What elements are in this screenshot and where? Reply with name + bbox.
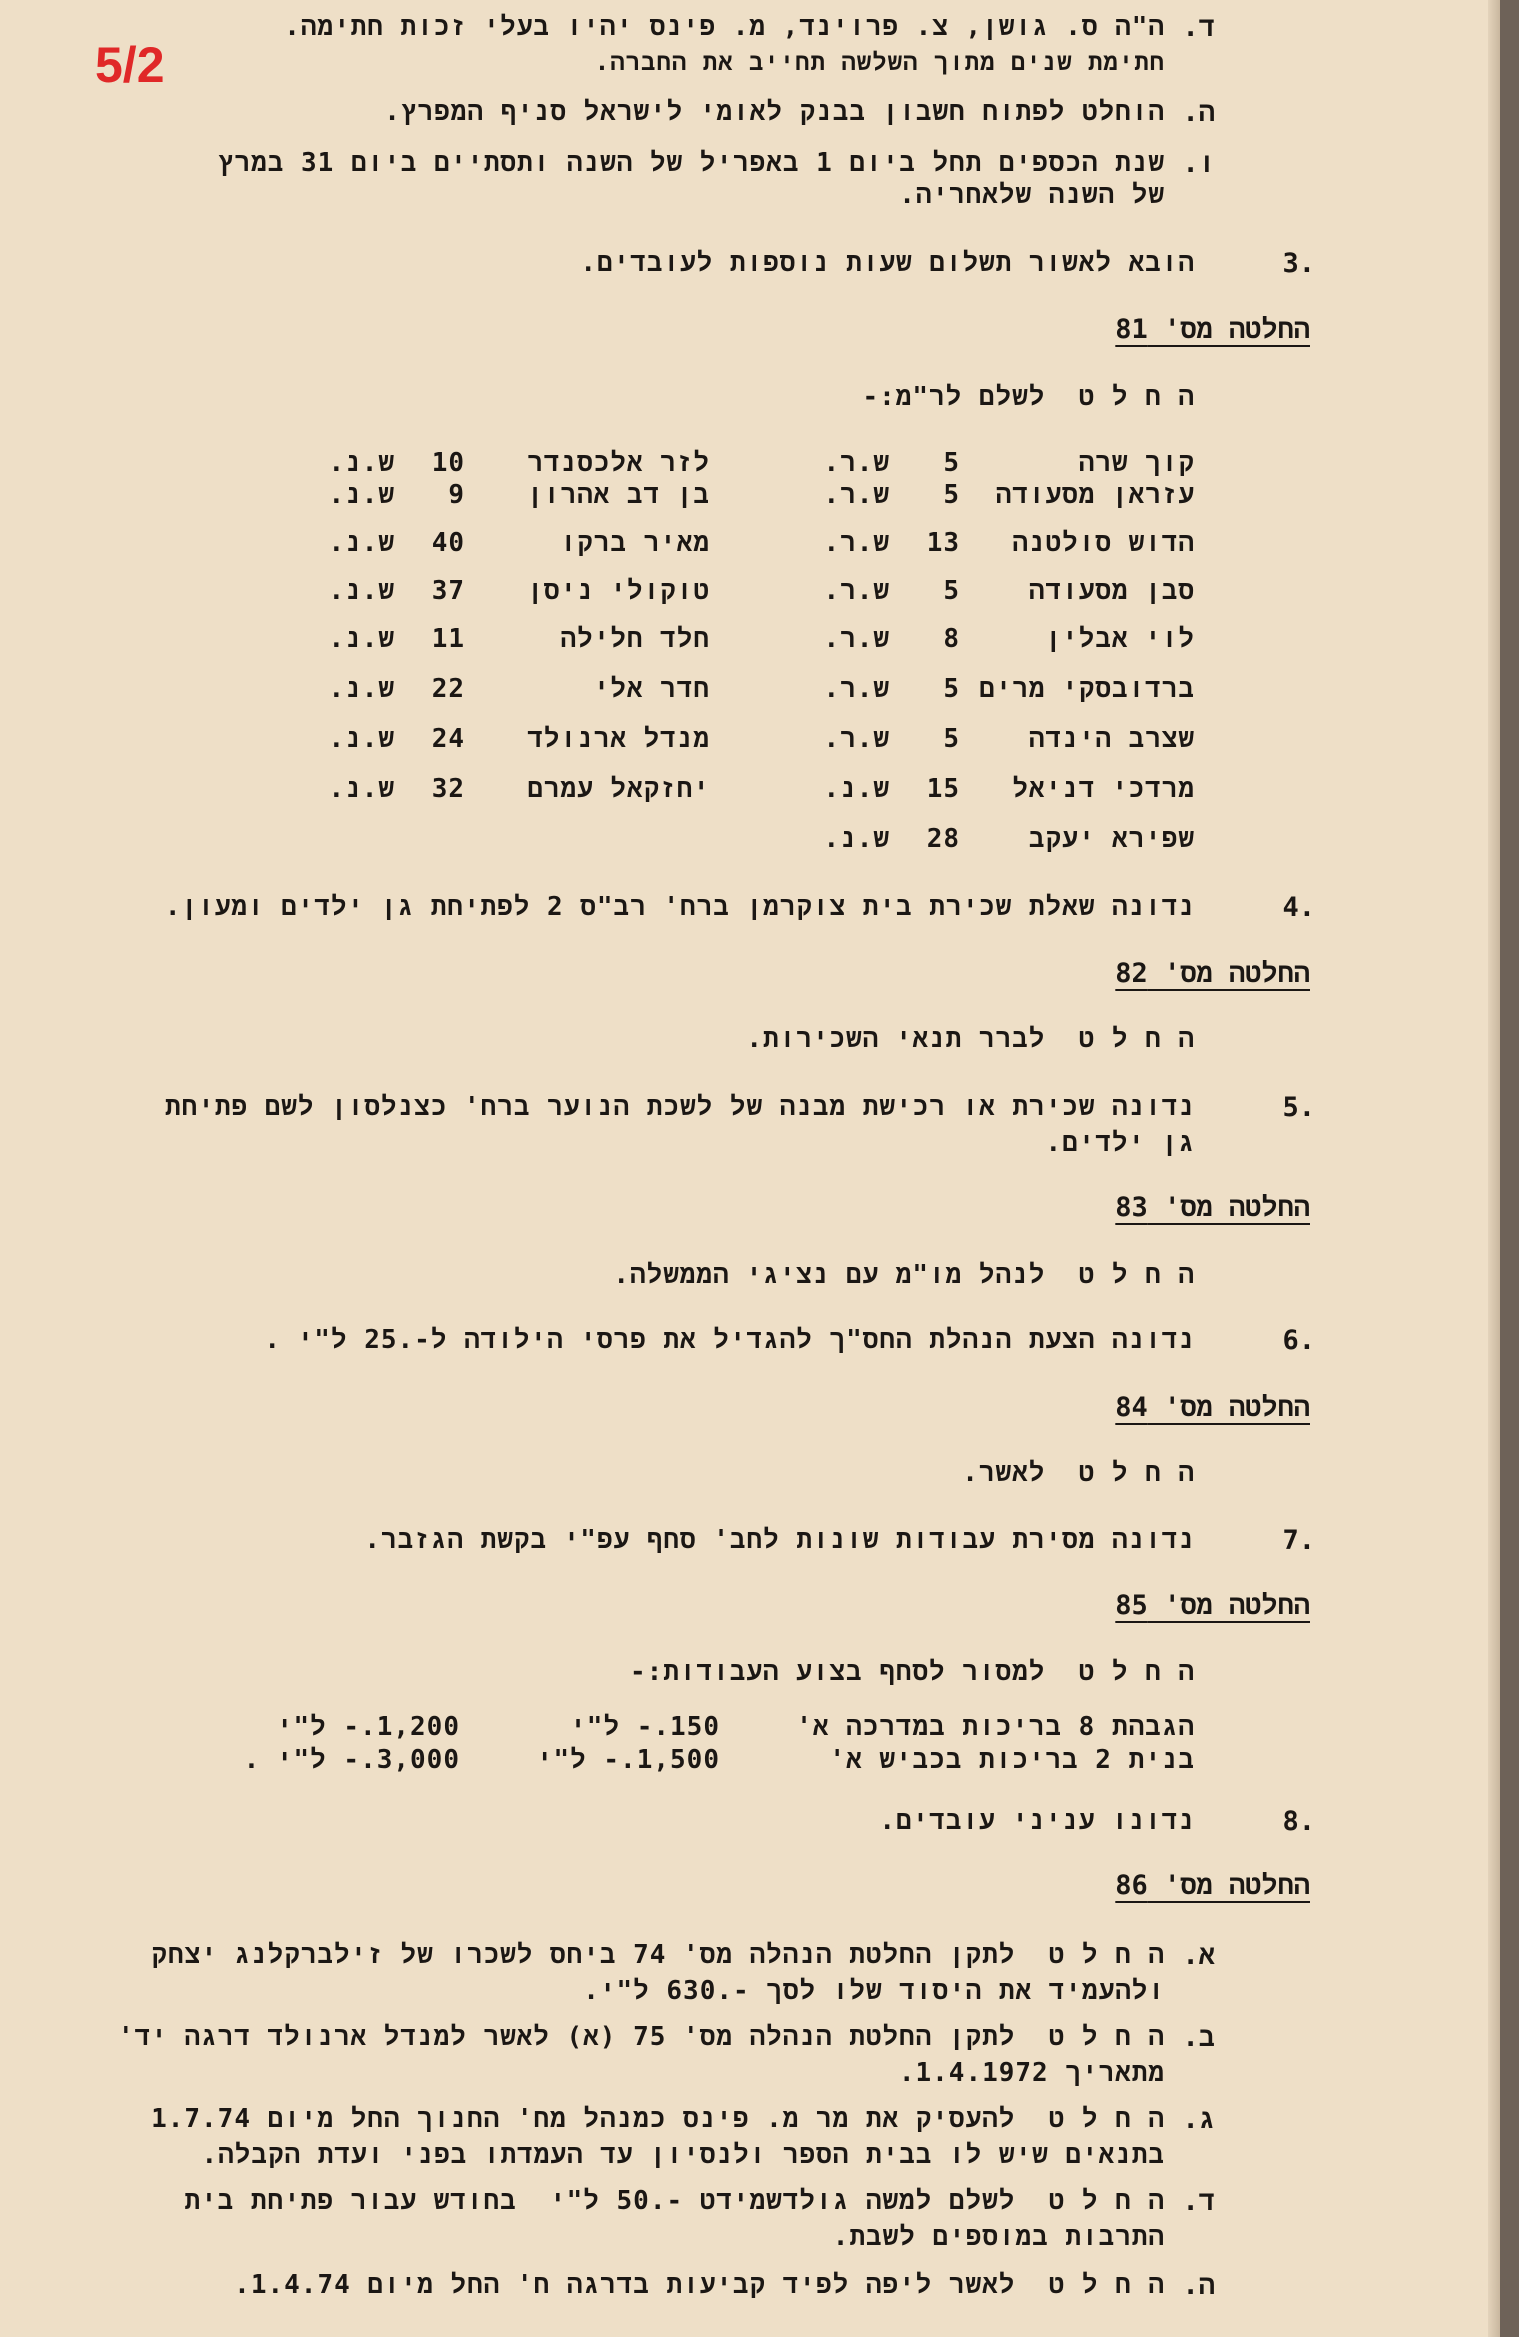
- work-description: בנית 2 בריכות בכביש א': [829, 1745, 1195, 1775]
- item-marker: ב.: [1182, 2022, 1215, 2053]
- payee-unit: ש.ר.: [823, 624, 890, 654]
- payee-name: סבן מסעודה: [1028, 576, 1195, 606]
- text-line: נדונה שכירת או רכישת מבנה של לשכת הנוער ברח' כצנלסון לשם פתיחת: [165, 1092, 1195, 1122]
- text-line: הוחלט לפתוח חשבון בבנק לאומי לישראל סניף המפרץ.: [384, 97, 1165, 127]
- item-marker: .5: [1282, 1092, 1315, 1123]
- payee-amount: 5: [943, 448, 960, 478]
- work-description: הגבהת 8 בריכות במדרכה א': [796, 1712, 1195, 1742]
- text-line: חתימת שנים מתוך השלשה תחייב את החברה.: [594, 48, 1165, 76]
- text-line: ה ח ל ט לתקן החלטת הנהלה מס' 75 (א) לאשר למנדל ארנולד דרגה יד': [117, 2022, 1165, 2052]
- payee-name: בן דב אהרון: [527, 480, 710, 510]
- payee-unit: ש.ר.: [823, 480, 890, 510]
- text-line: שנת הכספים תחל ביום 1 באפריל של השנה ותסתיים ביום 31 במרץ: [217, 148, 1165, 178]
- payee-unit: ש.ר.: [823, 674, 890, 704]
- item-marker: .6: [1282, 1325, 1315, 1356]
- item-marker: .8: [1282, 1806, 1315, 1837]
- payee-name: עזראן מסעודה: [995, 480, 1195, 510]
- payee-unit: ש.נ.: [328, 480, 395, 510]
- text-line: ה"ה ס. גושן, צ. פרוינד, מ. פינס יהיו בעלי זכות חתימה.: [284, 12, 1165, 42]
- payee-amount: 28: [926, 824, 960, 854]
- work-total: 1,200.- ל"י: [276, 1712, 460, 1742]
- text-line: ה ח ל ט לתקן החלטת הנהלה מס' 74 ביחס לשכרו של זילברקלנג יצחק: [151, 1940, 1165, 1970]
- payee-amount: 32: [431, 774, 465, 804]
- decision-text: ה ח ל ט לברר תנאי השכירות.: [746, 1024, 1195, 1054]
- payee-name: הדוש סולטנה: [1012, 528, 1195, 558]
- text-line: מתאריך 1.4.1972.: [898, 2058, 1165, 2088]
- payee-amount: 24: [431, 724, 465, 754]
- item-marker: א.: [1182, 1940, 1215, 1971]
- payee-unit: ש.נ.: [328, 576, 395, 606]
- item-marker: ד.: [1182, 2186, 1215, 2217]
- decision-heading: החלטה מס' 86: [1115, 1870, 1310, 1901]
- payee-unit: ש.ר.: [823, 724, 890, 754]
- payee-name: לוי אבלין: [1045, 624, 1195, 654]
- item-marker: ה.: [1182, 97, 1215, 128]
- payee-amount: 9: [448, 480, 465, 510]
- text-line: נדונה מסירת עבודות שונות לחב' סחף עפ"י בקשת הגזבר.: [364, 1525, 1195, 1555]
- work-unit-price: 150.- ל"י: [570, 1712, 720, 1742]
- payee-amount: 5: [943, 576, 960, 606]
- text-line: נדונו עניני עובדים.: [879, 1806, 1195, 1836]
- text-line: הובא לאשור תשלום שעות נוספות לעובדים.: [580, 248, 1195, 278]
- decision-heading: החלטה מס' 85: [1115, 1590, 1310, 1621]
- text-line: ה ח ל ט לאשר ליפה לפיד קביעות בדרגה ח' החל מיום 1.4.74.: [234, 2270, 1165, 2300]
- text-line: ה ח ל ט לשלם למשה גולדשמידט -.50 ל"י בחודש עבור פתיחת בית: [184, 2186, 1165, 2216]
- payee-name: מנדל ארנולד: [527, 724, 710, 754]
- payee-unit: ש.נ.: [823, 824, 890, 854]
- payee-amount: 22: [431, 674, 465, 704]
- payee-unit: ש.ר.: [823, 448, 890, 478]
- payee-amount: 5: [943, 724, 960, 754]
- text-line: נדונה שאלת שכירת בית צוקרמן ברח' רב"ס 2 לפתיחת גן ילדים ומעון.: [164, 892, 1195, 922]
- page-label: 5/2: [95, 37, 165, 93]
- work-unit-price: 1,500.- ל"י: [536, 1745, 720, 1775]
- text-line: ולהעמיד את היסוד שלו לסך -.630 ל"י.: [583, 1976, 1165, 2006]
- text-line: גן ילדים.: [1045, 1128, 1195, 1158]
- item-marker: .4: [1282, 892, 1315, 923]
- payee-name: מאיר ברקו: [560, 528, 710, 558]
- item-marker: ו.: [1182, 148, 1215, 179]
- decision-heading: החלטה מס' 83: [1115, 1192, 1310, 1223]
- work-total: 3,000.- ל"י .: [243, 1745, 460, 1775]
- payee-unit: ש.נ.: [328, 448, 395, 478]
- payee-unit: ש.ר.: [823, 528, 890, 558]
- text-line: נדונה הצעת הנהלת החס"ך להגדיל את פרסי הילודה ל-.25 ל"י .: [264, 1325, 1195, 1355]
- payee-amount: 8: [943, 624, 960, 654]
- payee-unit: ש.נ.: [328, 774, 395, 804]
- payee-amount: 5: [943, 480, 960, 510]
- item-marker: ג.: [1182, 2104, 1215, 2135]
- payee-name: טוקולי ניסן: [527, 576, 710, 606]
- payee-unit: ש.נ.: [328, 674, 395, 704]
- text-line: בתנאים שיש לו בבית הספר ולנסיון עד העמדתו בפני ועדת הקבלה.: [201, 2140, 1165, 2170]
- payee-name: לזר אלכסנדר: [527, 448, 710, 478]
- decision-heading: החלטה מס' 84: [1115, 1392, 1310, 1423]
- item-marker: ד.: [1182, 12, 1215, 43]
- payee-name: חדר אלי: [593, 674, 710, 704]
- decision-text: ה ח ל ט לשלם לר"מ:-: [862, 382, 1195, 412]
- payee-unit: ש.נ.: [328, 724, 395, 754]
- decision-heading: החלטה מס' 81: [1115, 314, 1310, 345]
- payee-amount: 13: [926, 528, 960, 558]
- payee-amount: 11: [431, 624, 465, 654]
- decision-heading: החלטה מס' 82: [1115, 958, 1310, 989]
- payee-amount: 5: [943, 674, 960, 704]
- payee-name: שצרב הינדה: [1028, 724, 1195, 754]
- payee-name: חלד חלילה: [560, 624, 710, 654]
- payee-name: קוך שרה: [1078, 448, 1195, 478]
- payee-unit: ש.ר.: [823, 576, 890, 606]
- payee-name: ברדובסקי מרים: [979, 674, 1195, 704]
- item-marker: .3: [1282, 248, 1315, 279]
- item-marker: .7: [1282, 1525, 1315, 1556]
- payee-name: יחזקאל עמרם: [527, 774, 710, 804]
- payee-name: שפירא יעקב: [1028, 824, 1195, 854]
- payee-unit: ש.נ.: [328, 528, 395, 558]
- decision-text: ה ח ל ט למסור לסחף בצוע העבודות:-: [630, 1657, 1195, 1687]
- payee-amount: 37: [431, 576, 465, 606]
- text-line: התרבות במוספים לשבת.: [832, 2222, 1165, 2252]
- decision-text: ה ח ל ט לאשר.: [962, 1458, 1195, 1488]
- text-line: של השנה שלאחריה.: [899, 180, 1165, 210]
- payee-unit: ש.נ.: [328, 624, 395, 654]
- payee-amount: 15: [926, 774, 960, 804]
- payee-amount: 10: [431, 448, 465, 478]
- payee-amount: 40: [431, 528, 465, 558]
- decision-text: ה ח ל ט לנהל מו"מ עם נציגי הממשלה.: [613, 1260, 1195, 1290]
- item-marker: ה.: [1182, 2270, 1215, 2301]
- payee-name: מרדכי דניאל: [1012, 774, 1195, 804]
- page-edge: [1488, 0, 1500, 2337]
- payee-unit: ש.נ.: [823, 774, 890, 804]
- text-line: ה ח ל ט להעסיק את מר מ. פינס כמנהל מח' החנוך החל מיום 1.7.74: [151, 2104, 1165, 2134]
